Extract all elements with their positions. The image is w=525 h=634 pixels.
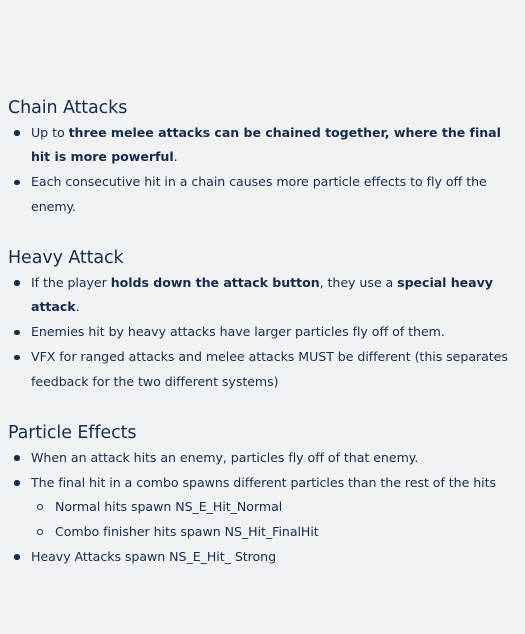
- bullet-dot-icon: [14, 554, 20, 560]
- list-item: Each consecutive hit in a chain causes more particle effects to fly off the enemy.: [8, 170, 520, 219]
- list-item: Up to three melee attacks can be chained together, where the final hit is more powerful.: [8, 121, 520, 170]
- list-item: If the player holds down the attack button, they use a special heavy attack.: [8, 271, 520, 320]
- list-item: The final hit in a combo spawns different particles than the rest of the hits Normal hits spawn NS_E_Hit_Normal Combo finisher hits spawn NS_Hit_FinalHit: [8, 471, 520, 545]
- bullet-dot-icon: [14, 280, 20, 286]
- bullet-dot-icon: [14, 130, 20, 136]
- heading-heavy-attack: Heavy Attack: [8, 248, 124, 268]
- section-heavy-attack: [8, 246, 520, 394]
- list-item: Heavy Attacks spawn NS_E_Hit_ Strong: [8, 545, 520, 570]
- sub-bullet-list: [31, 495, 520, 544]
- bullet-dot-icon: [14, 480, 20, 486]
- bullet-list: [8, 271, 520, 395]
- heading-chain-attacks: Chain Attacks: [8, 98, 128, 118]
- sub-list-item: Normal hits spawn NS_E_Hit_Normal: [31, 495, 520, 520]
- bullet-circle-icon: [37, 504, 43, 510]
- list-item: When an attack hits an enemy, particles fly off of that enemy.: [8, 446, 520, 471]
- section-particle-effects: [8, 421, 520, 569]
- document-body: [8, 96, 520, 569]
- bullet-list: [8, 121, 520, 220]
- bullet-dot-icon: [14, 180, 20, 186]
- list-item: VFX for ranged attacks and melee attacks MUST be different (this separates feedback for the two different systems): [8, 345, 520, 394]
- bullet-dot-icon: [14, 355, 20, 361]
- list-item: Enemies hit by heavy attacks have larger particles fly off of them.: [8, 320, 520, 345]
- sub-list-item: Combo finisher hits spawn NS_Hit_FinalHit: [31, 520, 520, 545]
- bullet-dot-icon: [14, 455, 20, 461]
- bullet-circle-icon: [37, 529, 43, 535]
- bullet-list: [8, 446, 520, 570]
- heading-particle-effects: Particle Effects: [8, 423, 137, 443]
- bullet-dot-icon: [14, 330, 20, 336]
- section-chain-attacks: [8, 96, 520, 219]
